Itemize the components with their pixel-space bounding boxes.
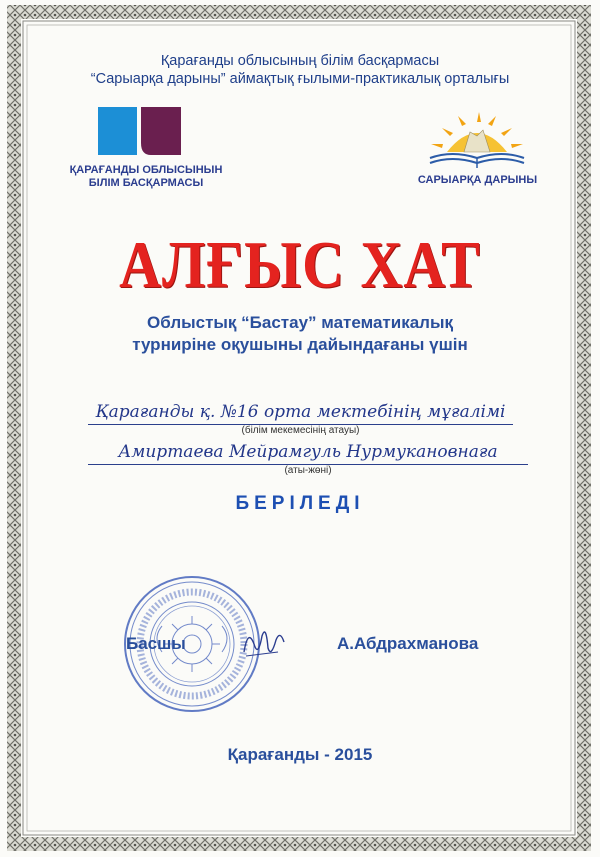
left-logo-caption-line2: БІЛІМ БАСҚАРМАСЫ (88, 177, 204, 189)
subtitle-line2: турниріне оқушыны дайындағаны үшін (132, 335, 468, 354)
signatory-name: А.Абдрахманова (337, 634, 479, 653)
certificate-title: АЛҒЫС ХАТ (119, 227, 481, 302)
left-logo-caption-line1: ҚАРАҒАНДЫ ОБЛЫСЫНЫН (69, 164, 223, 176)
institution-field (88, 402, 513, 425)
recipient-name-field (88, 442, 528, 465)
place-and-year: Қарағанды - 2015 (227, 745, 373, 764)
education-department-logo (95, 105, 185, 157)
institution-value: Қарағанды қ. №16 орта мектебінің мұғалімі (95, 402, 506, 422)
left-logo-caption (66, 164, 226, 190)
recipient-name-value: Амиртаева Мейрамгуль Нурмукановнаға (118, 442, 498, 462)
header-center: “Сарыарқа дарыны” аймақтық ғылыми-практикалық орталығы (90, 71, 510, 87)
awarded-label: БЕРІЛЕДІ (235, 493, 365, 514)
subtitle-line1: Облыстық “Бастау” математикалық (147, 313, 453, 332)
right-logo-caption: САРЫАРҚА ДАРЫНЫ (417, 174, 538, 186)
signatory-role: Басшы (126, 634, 186, 653)
institution-caption: (білім мекемесінің атауы) (241, 425, 360, 436)
recipient-name-caption: (аты-жөні) (284, 465, 332, 476)
signature-mark (238, 622, 288, 664)
header-organization: Қарағанды облысының білім басқармасы (160, 53, 440, 69)
saryarka-daryny-logo (422, 112, 532, 174)
